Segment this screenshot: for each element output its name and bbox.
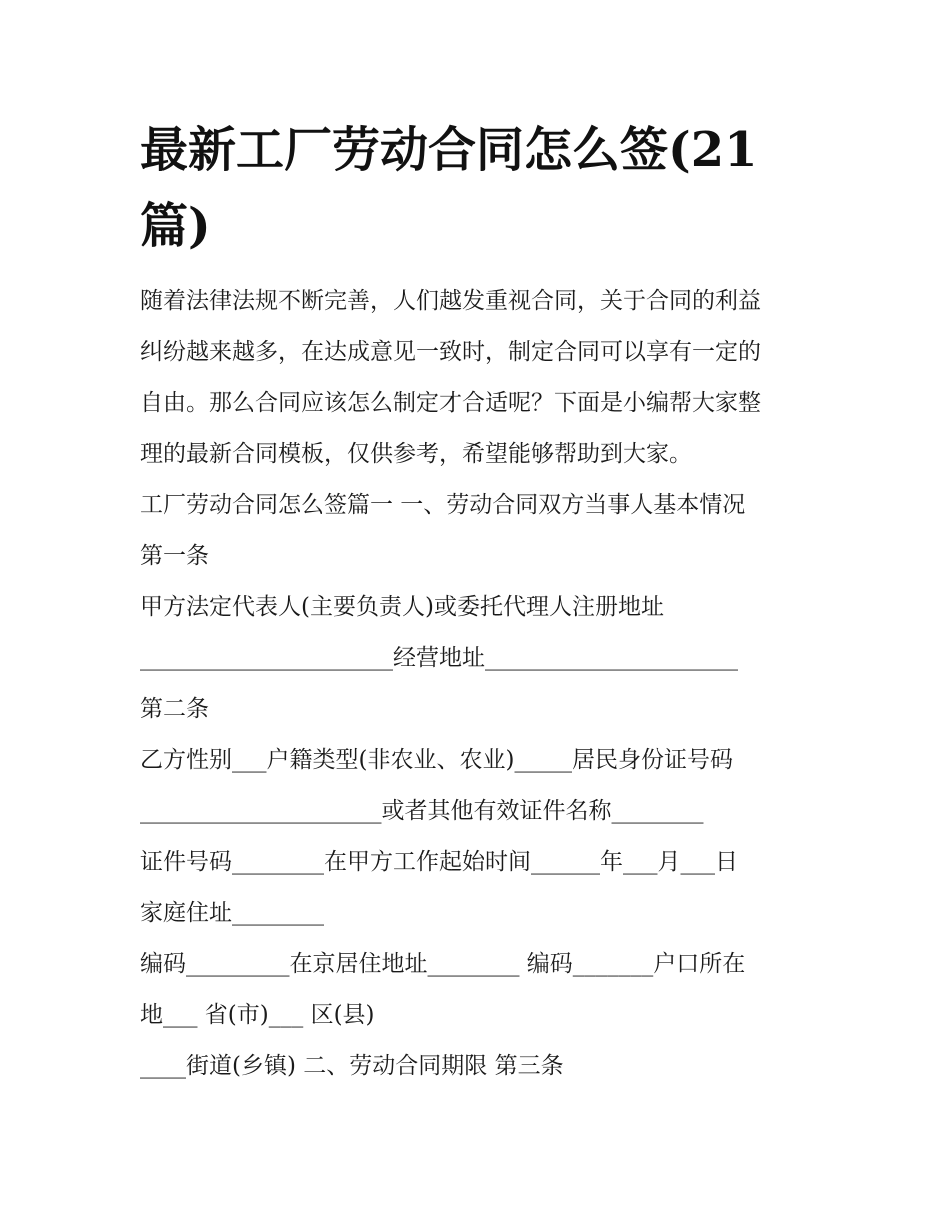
party-b-line-4: 家庭住址________ (140, 900, 324, 926)
intro-line-4: 理的最新合同模板，仅供参考，希望能够帮助到大家。 (140, 441, 692, 467)
party-b-line-7: ____街道(乡镇) 二、劳动合同期限 第三条 (140, 1053, 564, 1079)
title-line-2: 篇) (140, 198, 211, 254)
party-b-line-6: 地___ 省(市)___ 区(县) (140, 1002, 375, 1028)
intro-line-2: 纠纷越来越多，在达成意见一致时，制定合同可以享有一定的 (140, 339, 761, 365)
party-a-line: 甲方法定代表人(主要负责人)或委托代理人注册地址 (140, 594, 664, 620)
title-line-1: 最新工厂劳动合同怎么签(21 (140, 122, 758, 178)
party-b-line-5: 编码_________在京居住地址________ 编码_______户口所在 (140, 951, 746, 977)
document-title (140, 112, 820, 264)
article-2-heading: 第二条 (140, 696, 209, 722)
party-b-line-2: _____________________或者其他有效证件名称________ (140, 798, 704, 824)
intro-line-3: 自由。那么合同应该怎么制定才合适呢？下面是小编帮大家整 (140, 390, 761, 416)
document-body (140, 276, 820, 1092)
section-heading: 工厂劳动合同怎么签篇一 一、劳动合同双方当事人基本情况 (140, 492, 746, 518)
article-1-heading: 第一条 (140, 543, 209, 569)
party-b-line-3: 证件号码________在甲方工作起始时间______年___月___日 (140, 849, 738, 875)
party-a-address-line: ______________________经营地址______________________ (140, 645, 738, 671)
intro-line-1: 随着法律法规不断完善，人们越发重视合同，关于合同的利益 (140, 288, 761, 314)
party-b-line-1: 乙方性别___户籍类型(非农业、农业)_____居民身份证号码 (140, 747, 733, 773)
